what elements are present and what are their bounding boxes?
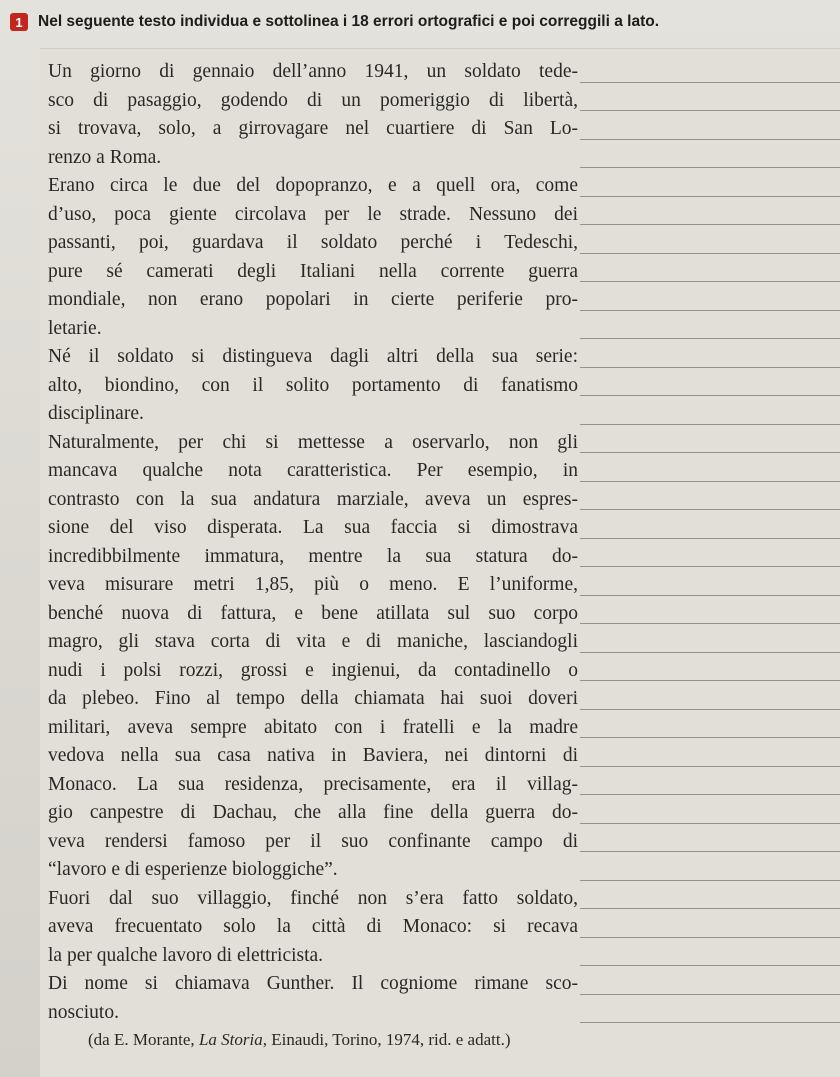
- answer-rule: [580, 338, 840, 339]
- answer-rule: [580, 509, 840, 510]
- answer-rule: [580, 395, 840, 396]
- passage-line: passanti, poi, guardava il soldato perché i Tedeschi,: [48, 232, 578, 253]
- answer-rule: [580, 424, 840, 425]
- answer-rule: [580, 709, 840, 710]
- answer-rule: [580, 281, 840, 282]
- answer-rule: [580, 937, 840, 938]
- answer-rule: [580, 1022, 840, 1023]
- passage-line: Monaco. La sua residenza, precisamente, era il villag-: [48, 773, 578, 795]
- passage-line: incredibbilmente immatura, mentre la sua statura do-: [48, 545, 578, 567]
- answer-line[interactable]: [578, 600, 840, 629]
- answer-rule: [580, 167, 840, 168]
- answer-line[interactable]: [578, 229, 840, 258]
- passage-line: aveva frecuentato solo la città di Monaco: si recava: [48, 916, 578, 937]
- answer-rule: [580, 965, 840, 966]
- source-citation: [88, 1030, 511, 1050]
- passage-line: magro, gli stava corta di vita e di maniche, lasciandogli: [48, 631, 578, 652]
- answer-rule: [580, 766, 840, 767]
- answer-rule: [580, 623, 840, 624]
- answer-rule: [580, 595, 840, 596]
- answer-line[interactable]: [578, 913, 840, 942]
- answer-line[interactable]: [578, 970, 840, 999]
- passage-line: Di nome si chiamava Gunther. Il cogniome rimane sco-: [48, 973, 578, 994]
- answer-line[interactable]: [578, 343, 840, 372]
- answer-rule: [580, 110, 840, 111]
- answer-line[interactable]: [578, 457, 840, 486]
- answer-rule: [580, 566, 840, 567]
- answer-line[interactable]: [578, 315, 840, 344]
- exercise-header: [10, 8, 835, 36]
- exercise-number-badge: 1: [10, 13, 28, 31]
- answer-line[interactable]: [578, 628, 840, 657]
- passage-line: nosciuto.: [48, 1001, 119, 1023]
- answer-rule: [580, 538, 840, 539]
- passage-line: alto, biondino, con il solito portamento di fanatismo: [48, 374, 578, 396]
- answer-line[interactable]: [578, 486, 840, 515]
- answer-line[interactable]: [578, 58, 840, 87]
- passage-line: contrasto con la sua andatura marziale, aveva un espres-: [48, 488, 578, 510]
- answer-line[interactable]: [578, 571, 840, 600]
- passage-line: Fuori dal suo villaggio, finché non s’era fatto soldato,: [48, 887, 578, 909]
- passage-line: militari, aveva sempre abitato con i fratelli e la madre: [48, 716, 578, 738]
- answer-line[interactable]: [578, 771, 840, 800]
- passage-line: Erano circa le due del dopopranzo, e a quell ora, come: [48, 175, 578, 196]
- source-title: La Storia: [198, 1030, 263, 1049]
- passage-line: si trovava, solo, a girrovagare nel cuartiere di San Lo-: [48, 118, 578, 139]
- answer-rule: [580, 452, 840, 453]
- answer-line[interactable]: [578, 115, 840, 144]
- answer-line[interactable]: [578, 856, 840, 885]
- answer-line[interactable]: [578, 87, 840, 116]
- answer-line[interactable]: [578, 429, 840, 458]
- exercise-instruction: Nel seguente testo individua e sottolinea i 18 errori ortografici e poi correggili a lato.: [38, 13, 659, 30]
- passage-line: veva misurare metri 1,85, più o meno. E l’uniforme,: [48, 574, 578, 595]
- answer-line[interactable]: [578, 372, 840, 401]
- answer-line[interactable]: [578, 657, 840, 686]
- answer-rule: [580, 794, 840, 795]
- passage-line: “lavoro e di esperienze biologgiche”.: [48, 859, 338, 880]
- answer-line[interactable]: [578, 885, 840, 914]
- passage-line: vedova nella sua casa nativa in Baviera, nei dintorni di: [48, 745, 578, 766]
- answer-rule: [580, 82, 840, 83]
- answer-line[interactable]: [578, 828, 840, 857]
- answer-line[interactable]: [578, 685, 840, 714]
- passage-line: veva rendersi famoso per il suo confinante campo di: [48, 830, 578, 852]
- passage-line: benché nuova di fattura, e bene atillata sul suo corpo: [48, 602, 578, 624]
- answer-rule: [580, 851, 840, 852]
- passage-line: da plebeo. Fino al tempo della chiamata hai suoi doveri: [48, 688, 578, 709]
- passage-line: pure sé camerati degli Italiani nella corrente guerra: [48, 260, 578, 282]
- source-prefix: (da E. Morante,: [88, 1030, 199, 1049]
- answer-rule: [580, 481, 840, 482]
- answer-line[interactable]: [578, 714, 840, 743]
- passage-line: gio canpestre di Dachau, che alla fine della guerra do-: [48, 802, 578, 823]
- answer-rule: [580, 908, 840, 909]
- answer-rule: [580, 994, 840, 995]
- answer-rule: [580, 253, 840, 254]
- passage-line: Un giorno di gennaio dell’anno 1941, un soldato tede-: [48, 61, 578, 82]
- answer-line[interactable]: [578, 201, 840, 230]
- passage-line: sione del viso disperata. La sua faccia si dimostrava: [48, 517, 578, 538]
- passage-line: mondiale, non erano popolari in cierte periferie pro-: [48, 289, 578, 310]
- passage-line: la per qualche lavoro di elettricista.: [48, 944, 324, 966]
- passage-line: renzo a Roma.: [48, 146, 162, 168]
- answer-line[interactable]: [578, 172, 840, 201]
- answer-rule: [580, 139, 840, 140]
- answer-rule: [580, 224, 840, 225]
- passage-line: nudi i polsi rozzi, grossi e ingienui, da contadinello o: [48, 659, 578, 681]
- passage-line: sco di pasaggio, godendo di un pomeriggio di libertà,: [48, 89, 578, 111]
- answer-line[interactable]: [578, 999, 840, 1028]
- answer-rule: [580, 737, 840, 738]
- answer-line[interactable]: [578, 742, 840, 771]
- answer-rule: [580, 823, 840, 824]
- passage-line: Né il soldato si distingueva dagli altri della sua serie:: [48, 346, 578, 367]
- source-suffix: , Einaudi, Torino, 1974, rid. e adatt.): [262, 1030, 511, 1049]
- passage-line: Naturalmente, per chi si mettesse a oservarlo, non gli: [48, 431, 578, 453]
- answer-rule: [580, 196, 840, 197]
- answer-line[interactable]: [578, 799, 840, 828]
- passage-line: disciplinare.: [48, 403, 144, 424]
- answer-rule: [580, 310, 840, 311]
- answer-line[interactable]: [578, 543, 840, 572]
- passage-line: mancava qualche nota caratteristica. Per esempio, in: [48, 460, 578, 481]
- answer-line[interactable]: [578, 144, 840, 173]
- answer-rule: [580, 880, 840, 881]
- passage-text: [48, 58, 578, 1027]
- answer-rule: [580, 367, 840, 368]
- answer-rule: [580, 652, 840, 653]
- passage-line: letarie.: [48, 317, 102, 339]
- answer-line[interactable]: [578, 942, 840, 971]
- answer-line[interactable]: [578, 400, 840, 429]
- answer-rule: [580, 680, 840, 681]
- answer-line[interactable]: [578, 286, 840, 315]
- answer-line[interactable]: [578, 258, 840, 287]
- answer-line[interactable]: [578, 514, 840, 543]
- passage-line: d’uso, poca giente circolava per le strade. Nessuno dei: [48, 203, 578, 225]
- answer-lines: [578, 58, 840, 1027]
